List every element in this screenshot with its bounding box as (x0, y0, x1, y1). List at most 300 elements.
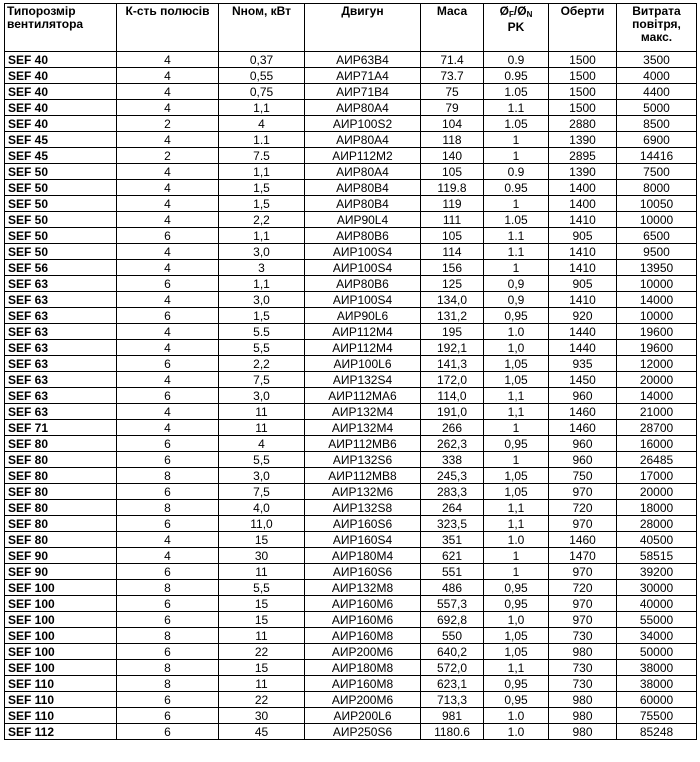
cell-airflow: 18000 (617, 500, 697, 516)
table-row (5, 452, 697, 468)
cell-model: SEF 50 (5, 244, 117, 260)
cell-airflow: 8500 (617, 116, 697, 132)
cell-power: 11 (219, 420, 305, 436)
cell-motor: АИР90L6 (305, 308, 421, 324)
cell-power: 1,1 (219, 100, 305, 116)
cell-poles: 6 (117, 388, 219, 404)
cell-motor: АИР160S6 (305, 516, 421, 532)
cell-mass: 125 (421, 276, 484, 292)
cell-poles: 4 (117, 100, 219, 116)
cell-model: SEF 80 (5, 500, 117, 516)
cell-speed: 750 (549, 468, 617, 484)
cell-power: 1.1 (219, 132, 305, 148)
cell-speed: 980 (549, 724, 617, 740)
cell-airflow: 19600 (617, 324, 697, 340)
cell-model: SEF 63 (5, 340, 117, 356)
cell-airflow: 75500 (617, 708, 697, 724)
cell-mass: 621 (421, 548, 484, 564)
cell-ratio: 1.05 (484, 84, 549, 100)
cell-motor: АИР160М6 (305, 612, 421, 628)
cell-speed: 970 (549, 516, 617, 532)
cell-poles: 4 (117, 244, 219, 260)
cell-motor: АИР250S6 (305, 724, 421, 740)
table-row (5, 372, 697, 388)
cell-ratio: 1 (484, 420, 549, 436)
cell-model: SEF 40 (5, 52, 117, 68)
cell-motor: АИР90L4 (305, 212, 421, 228)
cell-airflow: 34000 (617, 628, 697, 644)
cell-ratio: 0,95 (484, 436, 549, 452)
cell-poles: 6 (117, 564, 219, 580)
table-row (5, 180, 697, 196)
cell-speed: 1500 (549, 52, 617, 68)
cell-power: 11 (219, 404, 305, 420)
cell-mass: 981 (421, 708, 484, 724)
cell-power: 2,2 (219, 212, 305, 228)
table-row (5, 676, 697, 692)
cell-poles: 8 (117, 628, 219, 644)
table-row (5, 52, 697, 68)
cell-ratio: 1 (484, 548, 549, 564)
cell-speed: 905 (549, 276, 617, 292)
cell-speed: 730 (549, 660, 617, 676)
cell-speed: 1500 (549, 84, 617, 100)
cell-poles: 8 (117, 500, 219, 516)
cell-poles: 4 (117, 52, 219, 68)
cell-model: SEF 100 (5, 628, 117, 644)
cell-power: 1,1 (219, 228, 305, 244)
cell-model: SEF 50 (5, 212, 117, 228)
cell-model: SEF 110 (5, 708, 117, 724)
cell-speed: 960 (549, 388, 617, 404)
header-model: Типорозмір вентилятора (5, 4, 117, 52)
cell-mass: 105 (421, 164, 484, 180)
cell-airflow: 50000 (617, 644, 697, 660)
cell-mass: 75 (421, 84, 484, 100)
cell-speed: 720 (549, 580, 617, 596)
table-row (5, 548, 697, 564)
cell-poles: 6 (117, 612, 219, 628)
cell-model: SEF 90 (5, 564, 117, 580)
cell-airflow: 38000 (617, 676, 697, 692)
cell-motor: АИР80А4 (305, 100, 421, 116)
cell-motor: АИР100S4 (305, 260, 421, 276)
cell-model: SEF 50 (5, 196, 117, 212)
table-row (5, 580, 697, 596)
cell-airflow: 30000 (617, 580, 697, 596)
cell-ratio: 1 (484, 260, 549, 276)
cell-power: 5.5 (219, 324, 305, 340)
cell-motor: АИР80А4 (305, 164, 421, 180)
cell-airflow: 13950 (617, 260, 697, 276)
table-row (5, 564, 697, 580)
cell-poles: 6 (117, 452, 219, 468)
cell-ratio: 1.1 (484, 244, 549, 260)
cell-power: 11 (219, 628, 305, 644)
cell-motor: АИР132М4 (305, 420, 421, 436)
cell-speed: 1390 (549, 164, 617, 180)
cell-airflow: 39200 (617, 564, 697, 580)
cell-poles: 4 (117, 260, 219, 276)
cell-power: 3,0 (219, 292, 305, 308)
cell-ratio: 0,95 (484, 596, 549, 612)
cell-ratio: 1.0 (484, 724, 549, 740)
cell-power: 11 (219, 676, 305, 692)
cell-model: SEF 40 (5, 68, 117, 84)
cell-model: SEF 40 (5, 116, 117, 132)
cell-speed: 980 (549, 708, 617, 724)
cell-power: 0,37 (219, 52, 305, 68)
cell-model: SEF 40 (5, 84, 117, 100)
cell-mass: 283,3 (421, 484, 484, 500)
cell-model: SEF 80 (5, 436, 117, 452)
cell-poles: 4 (117, 548, 219, 564)
cell-mass: 351 (421, 532, 484, 548)
cell-ratio: 1,1 (484, 404, 549, 420)
cell-mass: 640,2 (421, 644, 484, 660)
cell-power: 1,5 (219, 308, 305, 324)
cell-speed: 1500 (549, 100, 617, 116)
cell-motor: АИР132М6 (305, 484, 421, 500)
cell-motor: АИР160S4 (305, 532, 421, 548)
cell-ratio: 1,1 (484, 660, 549, 676)
cell-motor: АИР80А4 (305, 132, 421, 148)
cell-motor: АИР160S6 (305, 564, 421, 580)
cell-motor: АИР112МА6 (305, 388, 421, 404)
cell-airflow: 60000 (617, 692, 697, 708)
cell-airflow: 55000 (617, 612, 697, 628)
table-row (5, 84, 697, 100)
cell-speed: 920 (549, 308, 617, 324)
cell-speed: 1400 (549, 180, 617, 196)
header-power: Nном, кВт (219, 4, 305, 52)
cell-ratio: 0,9 (484, 292, 549, 308)
cell-power: 3,0 (219, 244, 305, 260)
cell-model: SEF 100 (5, 596, 117, 612)
cell-speed: 1410 (549, 244, 617, 260)
cell-motor: АИР112МВ6 (305, 436, 421, 452)
cell-power: 0,55 (219, 68, 305, 84)
cell-mass: 114 (421, 244, 484, 260)
cell-mass: 692,8 (421, 612, 484, 628)
cell-motor: АИР132М8 (305, 580, 421, 596)
cell-poles: 6 (117, 644, 219, 660)
cell-mass: 264 (421, 500, 484, 516)
cell-airflow: 40000 (617, 596, 697, 612)
cell-ratio: 1 (484, 452, 549, 468)
cell-speed: 935 (549, 356, 617, 372)
cell-power: 1,5 (219, 180, 305, 196)
cell-airflow: 10000 (617, 212, 697, 228)
table-row (5, 308, 697, 324)
cell-airflow: 14000 (617, 388, 697, 404)
cell-ratio: 0,95 (484, 580, 549, 596)
table-row (5, 260, 697, 276)
cell-motor: АИР80В6 (305, 276, 421, 292)
cell-ratio: 1 (484, 564, 549, 580)
cell-power: 4,0 (219, 500, 305, 516)
cell-speed: 960 (549, 452, 617, 468)
table-row (5, 516, 697, 532)
ratio-unit: PK (507, 20, 525, 34)
cell-mass: 111 (421, 212, 484, 228)
cell-mass: 245,3 (421, 468, 484, 484)
cell-model: SEF 110 (5, 692, 117, 708)
cell-speed: 2880 (549, 116, 617, 132)
header-airflow: Витрата повітря, макс. (617, 4, 697, 52)
cell-speed: 960 (549, 436, 617, 452)
ratio-f-symbol: Ø (499, 4, 509, 18)
cell-power: 5,5 (219, 340, 305, 356)
cell-model: SEF 71 (5, 420, 117, 436)
cell-airflow: 16000 (617, 436, 697, 452)
cell-model: SEF 45 (5, 148, 117, 164)
table-row (5, 404, 697, 420)
cell-poles: 8 (117, 676, 219, 692)
cell-ratio: 1 (484, 196, 549, 212)
cell-poles: 4 (117, 180, 219, 196)
table-row (5, 292, 697, 308)
cell-ratio: 1.1 (484, 100, 549, 116)
table-row (5, 68, 697, 84)
cell-speed: 1440 (549, 324, 617, 340)
cell-mass: 262,3 (421, 436, 484, 452)
cell-poles: 6 (117, 596, 219, 612)
cell-model: SEF 45 (5, 132, 117, 148)
cell-model: SEF 80 (5, 452, 117, 468)
cell-airflow: 6900 (617, 132, 697, 148)
cell-motor: АИР160М6 (305, 596, 421, 612)
cell-ratio: 1,1 (484, 500, 549, 516)
table-row (5, 148, 697, 164)
cell-mass: 156 (421, 260, 484, 276)
cell-speed: 1410 (549, 292, 617, 308)
cell-motor: АИР80В4 (305, 180, 421, 196)
table-row (5, 164, 697, 180)
cell-ratio: 1,05 (484, 356, 549, 372)
cell-poles: 6 (117, 484, 219, 500)
cell-airflow: 10000 (617, 276, 697, 292)
cell-model: SEF 50 (5, 164, 117, 180)
cell-mass: 551 (421, 564, 484, 580)
cell-speed: 970 (549, 484, 617, 500)
cell-motor: АИР180М4 (305, 548, 421, 564)
cell-ratio: 0.9 (484, 164, 549, 180)
cell-mass: 119 (421, 196, 484, 212)
ratio-separator: /Ø (513, 4, 527, 18)
cell-speed: 1450 (549, 372, 617, 388)
cell-speed: 1410 (549, 260, 617, 276)
cell-speed: 1410 (549, 212, 617, 228)
cell-motor: АИР100S4 (305, 292, 421, 308)
cell-mass: 140 (421, 148, 484, 164)
cell-poles: 2 (117, 116, 219, 132)
cell-model: SEF 56 (5, 260, 117, 276)
cell-airflow: 21000 (617, 404, 697, 420)
cell-mass: 486 (421, 580, 484, 596)
cell-poles: 6 (117, 708, 219, 724)
cell-power: 30 (219, 548, 305, 564)
cell-poles: 4 (117, 404, 219, 420)
cell-ratio: 1,05 (484, 628, 549, 644)
table-row (5, 132, 697, 148)
cell-airflow: 85248 (617, 724, 697, 740)
header-mass: Маса (421, 4, 484, 52)
table-row (5, 244, 697, 260)
cell-power: 1,1 (219, 164, 305, 180)
cell-speed: 970 (549, 612, 617, 628)
cell-poles: 4 (117, 132, 219, 148)
cell-airflow: 12000 (617, 356, 697, 372)
cell-ratio: 1,05 (484, 372, 549, 388)
table-row (5, 468, 697, 484)
cell-motor: АИР80В6 (305, 228, 421, 244)
cell-power: 4 (219, 116, 305, 132)
cell-power: 30 (219, 708, 305, 724)
cell-mass: 1180.6 (421, 724, 484, 740)
cell-motor: АИР160М8 (305, 676, 421, 692)
cell-airflow: 28700 (617, 420, 697, 436)
cell-model: SEF 40 (5, 100, 117, 116)
cell-motor: АИР112МВ8 (305, 468, 421, 484)
cell-speed: 1460 (549, 420, 617, 436)
cell-ratio: 1,05 (484, 644, 549, 660)
cell-motor: АИР63В4 (305, 52, 421, 68)
cell-power: 1,1 (219, 276, 305, 292)
cell-motor: АИР100S2 (305, 116, 421, 132)
cell-speed: 1500 (549, 68, 617, 84)
cell-model: SEF 80 (5, 468, 117, 484)
cell-speed: 905 (549, 228, 617, 244)
cell-airflow: 4000 (617, 68, 697, 84)
cell-poles: 4 (117, 212, 219, 228)
cell-motor: АИР200L6 (305, 708, 421, 724)
cell-motor: АИР132S8 (305, 500, 421, 516)
cell-mass: 71.4 (421, 52, 484, 68)
table-row (5, 388, 697, 404)
cell-poles: 4 (117, 324, 219, 340)
cell-mass: 114,0 (421, 388, 484, 404)
cell-ratio: 1,0 (484, 340, 549, 356)
cell-motor: АИР71В4 (305, 84, 421, 100)
cell-power: 4 (219, 436, 305, 452)
cell-power: 5,5 (219, 580, 305, 596)
cell-poles: 4 (117, 68, 219, 84)
cell-poles: 4 (117, 340, 219, 356)
cell-model: SEF 100 (5, 644, 117, 660)
cell-poles: 4 (117, 196, 219, 212)
cell-model: SEF 63 (5, 372, 117, 388)
cell-power: 22 (219, 692, 305, 708)
cell-poles: 6 (117, 692, 219, 708)
cell-poles: 6 (117, 516, 219, 532)
cell-ratio: 1,05 (484, 484, 549, 500)
cell-mass: 141,3 (421, 356, 484, 372)
cell-airflow: 6500 (617, 228, 697, 244)
cell-motor: АИР160М8 (305, 628, 421, 644)
cell-ratio: 1,1 (484, 516, 549, 532)
table-row (5, 340, 697, 356)
cell-mass: 118 (421, 132, 484, 148)
cell-model: SEF 63 (5, 388, 117, 404)
cell-model: SEF 90 (5, 548, 117, 564)
cell-ratio: 1 (484, 132, 549, 148)
cell-mass: 323,5 (421, 516, 484, 532)
cell-ratio: 1,05 (484, 468, 549, 484)
cell-power: 7,5 (219, 484, 305, 500)
header-motor: Двигун (305, 4, 421, 52)
cell-power: 5,5 (219, 452, 305, 468)
table-row (5, 356, 697, 372)
cell-model: SEF 100 (5, 580, 117, 596)
header-poles: К-сть полюсів (117, 4, 219, 52)
cell-power: 2,2 (219, 356, 305, 372)
cell-mass: 119.8 (421, 180, 484, 196)
cell-speed: 980 (549, 692, 617, 708)
cell-ratio: 1.0 (484, 324, 549, 340)
cell-motor: АИР112М4 (305, 324, 421, 340)
cell-poles: 4 (117, 420, 219, 436)
cell-speed: 2895 (549, 148, 617, 164)
cell-mass: 192,1 (421, 340, 484, 356)
cell-motor: АИР132S4 (305, 372, 421, 388)
cell-model: SEF 63 (5, 404, 117, 420)
cell-power: 22 (219, 644, 305, 660)
cell-power: 3,0 (219, 468, 305, 484)
cell-airflow: 20000 (617, 484, 697, 500)
cell-mass: 191,0 (421, 404, 484, 420)
cell-speed: 720 (549, 500, 617, 516)
table-row (5, 420, 697, 436)
table-row (5, 692, 697, 708)
cell-airflow: 7500 (617, 164, 697, 180)
cell-motor: АИР112М2 (305, 148, 421, 164)
cell-model: SEF 63 (5, 308, 117, 324)
cell-model: SEF 63 (5, 324, 117, 340)
cell-speed: 980 (549, 644, 617, 660)
cell-poles: 8 (117, 660, 219, 676)
cell-mass: 73.7 (421, 68, 484, 84)
cell-poles: 6 (117, 308, 219, 324)
cell-mass: 557,3 (421, 596, 484, 612)
cell-ratio: 0,9 (484, 276, 549, 292)
cell-power: 0,75 (219, 84, 305, 100)
cell-motor: АИР132М4 (305, 404, 421, 420)
cell-airflow: 8000 (617, 180, 697, 196)
cell-airflow: 14416 (617, 148, 697, 164)
cell-airflow: 40500 (617, 532, 697, 548)
cell-speed: 1390 (549, 132, 617, 148)
cell-model: SEF 80 (5, 516, 117, 532)
cell-ratio: 1.0 (484, 532, 549, 548)
cell-poles: 4 (117, 84, 219, 100)
cell-motor: АИР132S6 (305, 452, 421, 468)
cell-ratio: 0.9 (484, 52, 549, 68)
table-row (5, 660, 697, 676)
cell-model: SEF 63 (5, 292, 117, 308)
cell-airflow: 20000 (617, 372, 697, 388)
cell-ratio: 1.1 (484, 228, 549, 244)
cell-airflow: 38000 (617, 660, 697, 676)
cell-ratio: 1,0 (484, 612, 549, 628)
cell-motor: АИР71А4 (305, 68, 421, 84)
cell-mass: 713,3 (421, 692, 484, 708)
cell-mass: 131,2 (421, 308, 484, 324)
cell-airflow: 9500 (617, 244, 697, 260)
cell-power: 7.5 (219, 148, 305, 164)
cell-motor: АИР200М6 (305, 692, 421, 708)
table-row (5, 644, 697, 660)
